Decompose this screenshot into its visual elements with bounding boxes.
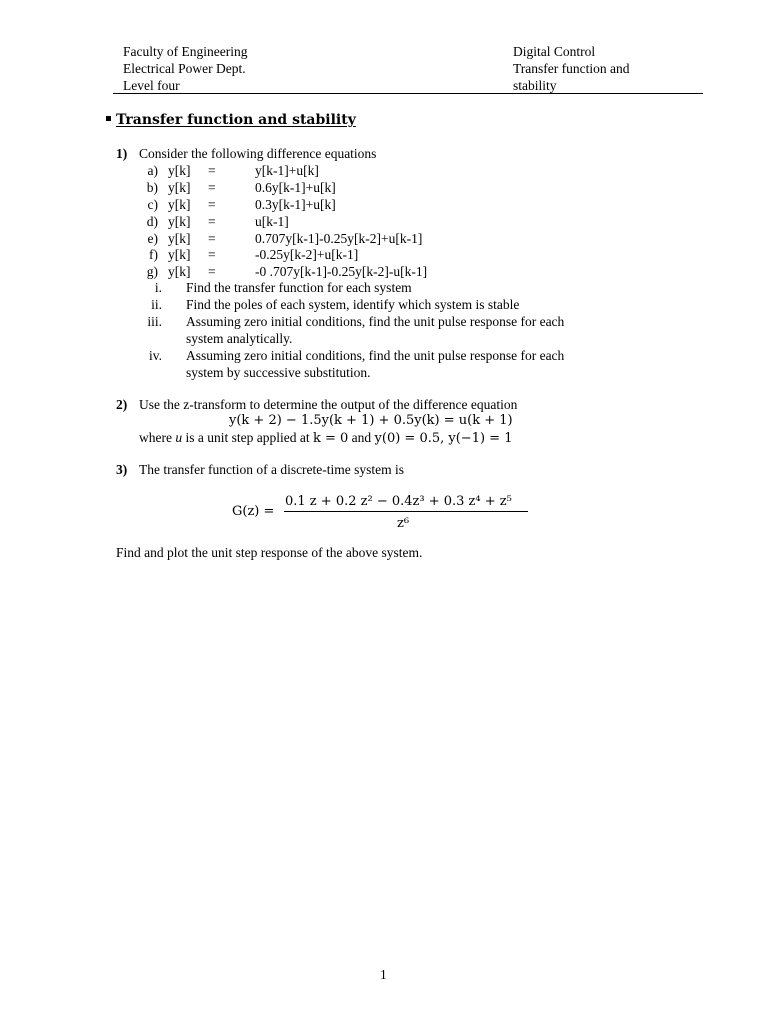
- equation-equals: =: [208, 264, 216, 279]
- task-text-continued: system analytically.: [186, 331, 293, 346]
- task-numeral: iii.: [147, 314, 162, 329]
- header-right-line-2: Transfer function and: [513, 61, 630, 76]
- task-numeral: iv.: [149, 348, 162, 363]
- equation-lhs: y[k]: [168, 197, 191, 212]
- where-and: and: [351, 430, 372, 445]
- equation-letter: a): [147, 163, 158, 178]
- header-divider: [113, 93, 703, 94]
- difference-equation: y(k + 2) − 1.5y(k + 1) + 0.5y(k) = u(k + 1): [229, 413, 513, 428]
- where-u: u: [175, 430, 183, 445]
- header-right-line-1: Digital Control: [513, 44, 596, 59]
- question-text: Use the z-transform to determine the output of the difference equation: [139, 397, 518, 412]
- equation-letter: e): [147, 231, 158, 246]
- page-title: Transfer function and stability: [116, 112, 356, 128]
- task-numeral: ii.: [151, 297, 162, 312]
- transfer-function-lhs: G(z) =: [232, 504, 275, 519]
- task-text-continued: system by successive substitution.: [186, 365, 371, 380]
- equation-lhs: y[k]: [168, 163, 191, 178]
- equation-letter: f): [149, 247, 158, 262]
- equation-letter: d): [146, 214, 158, 229]
- task-text: Find the transfer function for each system: [186, 280, 412, 295]
- equation-letter: b): [146, 180, 158, 195]
- equation-rhs: -0 .707y[k-1]-0.25y[k-2]-u[k-1]: [255, 264, 428, 279]
- question-text: The transfer function of a discrete-time system is: [139, 462, 405, 477]
- header-left-line-1: Faculty of Engineering: [123, 44, 248, 59]
- closing-instruction: Find and plot the unit step response of the above system.: [116, 545, 423, 560]
- equation-lhs: y[k]: [168, 180, 191, 195]
- equation-equals: =: [208, 180, 216, 195]
- initial-conditions: y(0) = 0.5, y(−1) = 1: [374, 431, 513, 446]
- task-numeral: i.: [154, 280, 162, 295]
- equation-rhs: 0.3y[k-1]+u[k]: [255, 197, 336, 212]
- equation-rhs: y[k-1]+u[k]: [255, 163, 319, 178]
- equation-lhs: y[k]: [168, 264, 191, 279]
- header-left-line-3: Level four: [123, 78, 180, 93]
- where-k: k = 0: [312, 431, 349, 446]
- page-number: 1: [380, 967, 387, 982]
- transfer-function-numerator: 0.1 z + 0.2 z² − 0.4z³ + 0.3 z⁴ + z⁵: [285, 494, 512, 509]
- transfer-function-denominator: z⁶: [397, 516, 410, 531]
- where-clause: [139, 429, 512, 447]
- bullet-icon: [106, 116, 111, 121]
- question-number: 1): [116, 146, 128, 161]
- equation-equals: =: [208, 163, 216, 178]
- equation-rhs: 0.6y[k-1]+u[k]: [255, 180, 336, 195]
- header-left-line-2: Electrical Power Dept.: [123, 61, 246, 76]
- equation-rhs: -0.25y[k-2]+u[k-1]: [255, 247, 359, 262]
- task-text: Assuming zero initial conditions, find the unit pulse response for each: [186, 314, 565, 329]
- equation-lhs: y[k]: [168, 214, 191, 229]
- equation-lhs: y[k]: [168, 247, 191, 262]
- equation-letter: c): [147, 197, 158, 212]
- fraction-bar: [284, 511, 528, 512]
- where-mid: is a unit step applied at: [185, 430, 310, 445]
- equation-lhs: y[k]: [168, 231, 191, 246]
- equation-letter: g): [146, 264, 158, 279]
- equation-equals: =: [208, 247, 216, 262]
- header-right-line-3: stability: [513, 78, 557, 93]
- question-number: 2): [116, 397, 128, 412]
- question-number: 3): [116, 462, 128, 477]
- equation-rhs: u[k-1]: [255, 214, 289, 229]
- task-text: Assuming zero initial conditions, find the unit pulse response for each: [186, 348, 565, 363]
- where-pre: where: [139, 430, 172, 445]
- equation-rhs: 0.707y[k-1]-0.25y[k-2]+u[k-1]: [255, 231, 423, 246]
- equation-equals: =: [208, 231, 216, 246]
- question-text: Consider the following difference equations: [139, 146, 377, 161]
- equation-equals: =: [208, 197, 216, 212]
- task-text: Find the poles of each system, identify which system is stable: [186, 297, 520, 312]
- equation-equals: =: [208, 214, 216, 229]
